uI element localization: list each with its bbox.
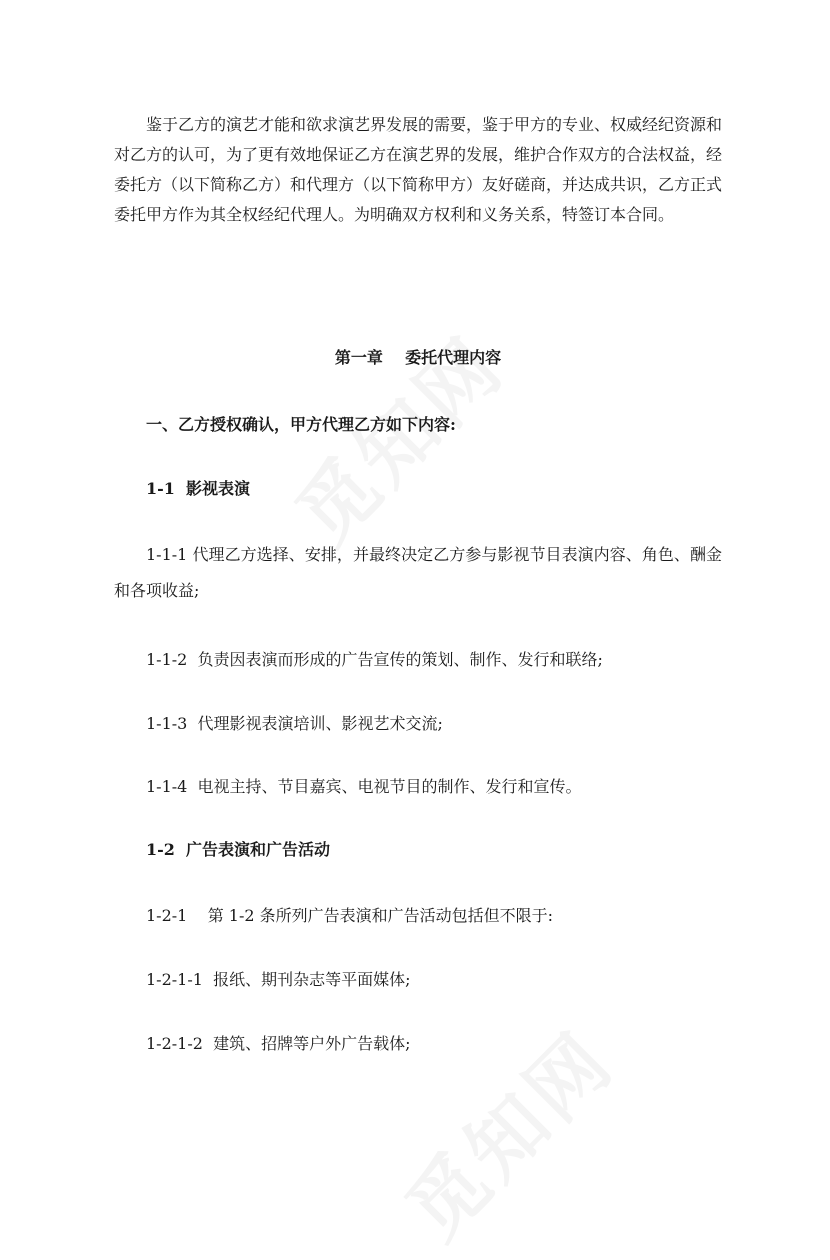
clause-1-1-4: 1-1-4 电视主持、节目嘉宾、电视节目的制作、发行和宣传。 bbox=[146, 777, 582, 796]
section-heading: 一、乙方授权确认，甲方代理乙方如下内容: bbox=[146, 415, 456, 434]
document-body bbox=[114, 110, 723, 1053]
clause-1-1-1: 1-1-1 代理乙方选择、安排，并最终决定乙方参与影视节目表演内容、角色、酬金和各项收益; bbox=[114, 545, 722, 600]
clause-1-1-3: 1-1-3 代理影视表演培训、影视艺术交流; bbox=[146, 714, 443, 733]
clause-1-1-2: 1-1-2 负责因表演而形成的广告宣传的策划、制作、发行和联络; bbox=[146, 650, 603, 669]
clause-1-2-1-2: 1-2-1-2 建筑、招牌等户外广告载体; bbox=[146, 1034, 411, 1053]
watermark bbox=[377, 1002, 634, 1259]
chapter-title: 第一章 委托代理内容 bbox=[334, 348, 502, 367]
clause-1-2-1: 1-2-1 第 1-2 条所列广告表演和广告活动包括但不限于: bbox=[146, 906, 554, 925]
subsection-heading: 1-1 影视表演 bbox=[146, 479, 251, 498]
clause-1-2-1-1: 1-2-1-1 报纸、期刊杂志等平面媒体; bbox=[146, 970, 411, 989]
subsection-heading: 1-2 广告表演和广告活动 bbox=[146, 840, 331, 859]
intro-paragraph: 鉴于乙方的演艺才能和欲求演艺界发展的需要，鉴于甲方的专业、权威经纪资源和对乙方的认可，为了更有效地保证乙方在演艺界的发展，维护合作双方的合法权益，经委托方（以下简称乙方）和代理方（以下简称甲方）友好磋商，并达成共识，乙方正式委托甲方作为其全权经纪代理人。为明确双方权利和义务关系，特签订本合同。 bbox=[114, 115, 723, 224]
